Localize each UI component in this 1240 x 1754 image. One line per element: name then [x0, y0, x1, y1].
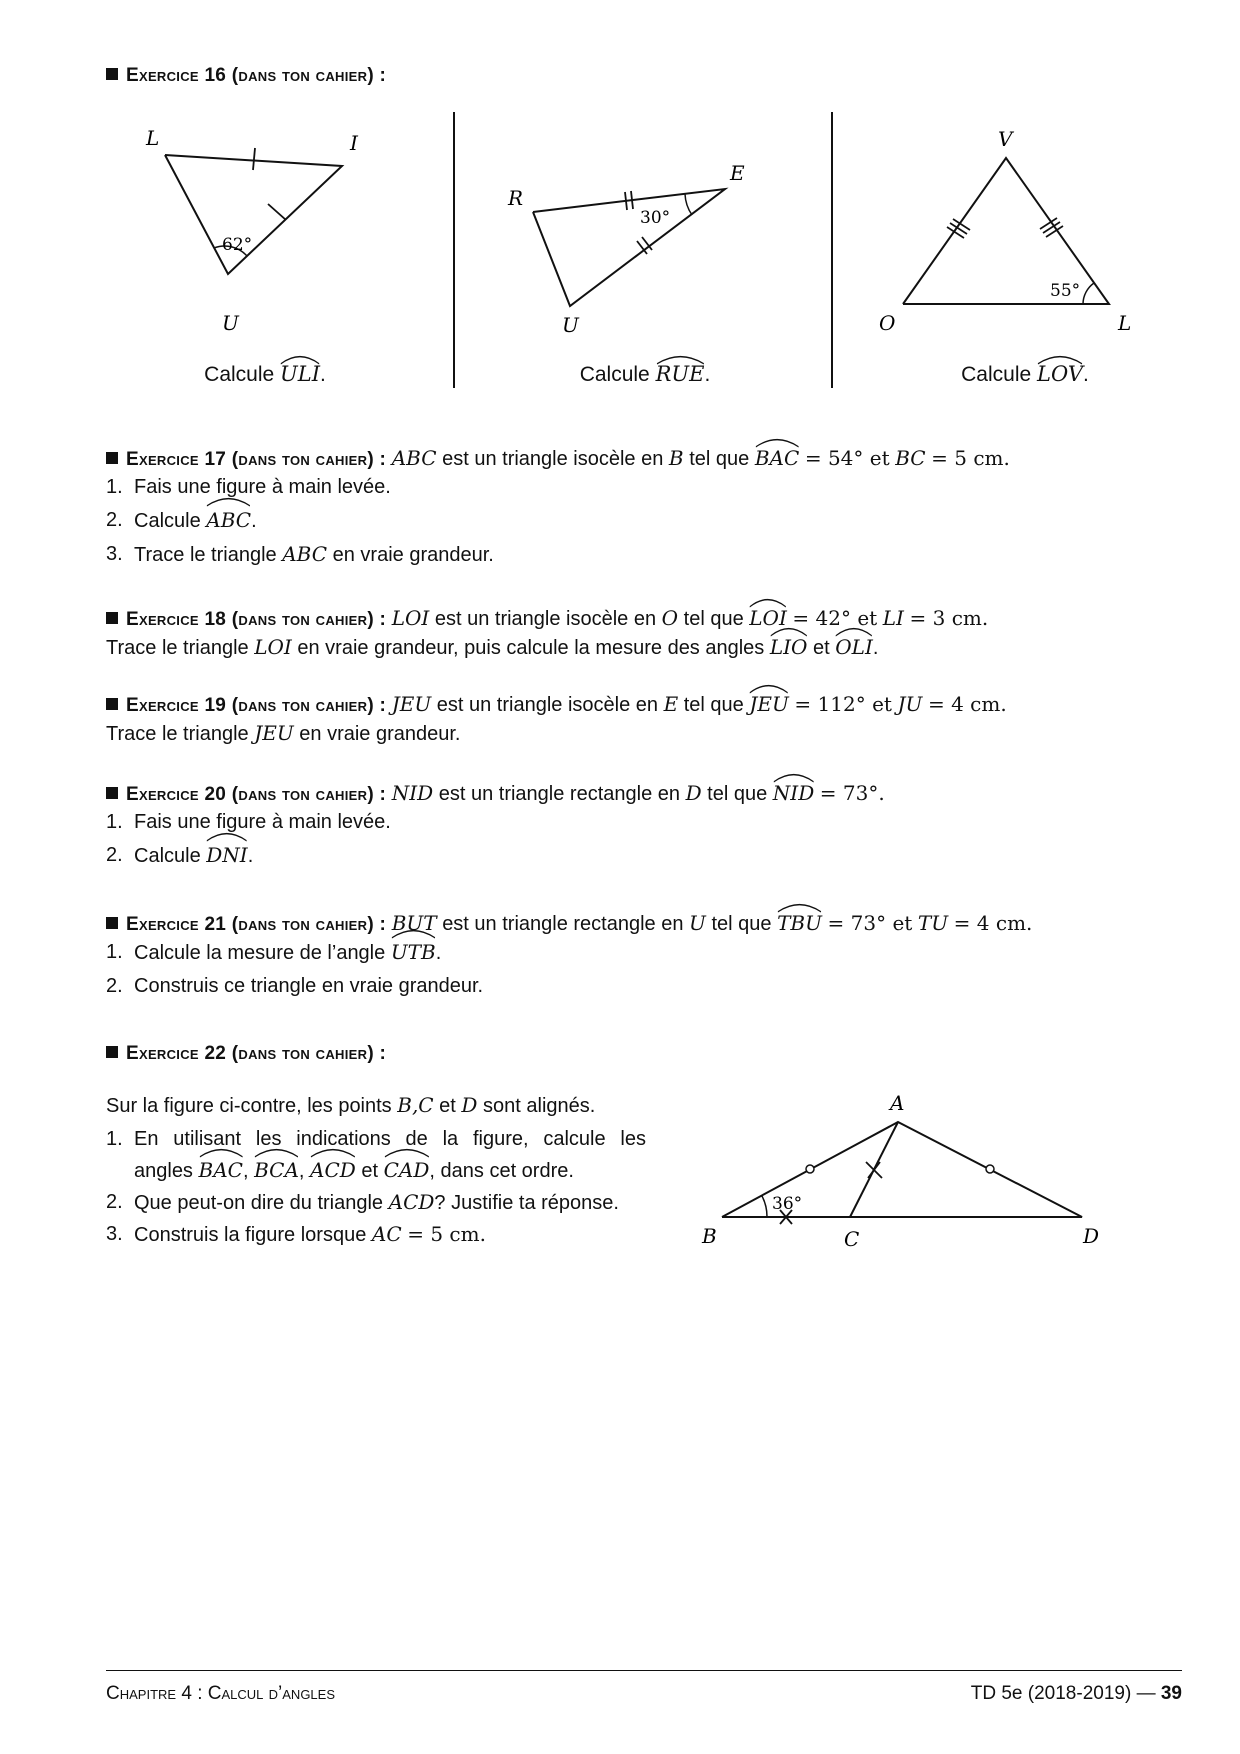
angle-ABC: ABC	[206, 504, 251, 537]
angle-UTB: UTB	[391, 936, 436, 969]
double-tick	[625, 192, 627, 210]
ex20-statement: Exercice 20 (dans ton cahier) : NID est un triangle rectangle en D tel que NID = 73°.	[106, 780, 885, 808]
ex22-questions	[106, 1124, 646, 1251]
ex22-heading-row	[106, 1040, 386, 1067]
vertex-label-C: C	[844, 1227, 860, 1251]
column-divider	[453, 112, 455, 388]
list-item: 1. Calcule la mesure de l’angle UTB.	[106, 936, 483, 970]
angle-BAC: BAC	[755, 445, 799, 471]
list-item: 1. Fais une figure à main levée.	[106, 476, 391, 498]
vertex-label-L: L	[146, 126, 160, 150]
angle-BCA: BCA	[254, 1155, 299, 1186]
circle-mark	[806, 1165, 814, 1173]
bullet-square-icon	[106, 787, 118, 799]
bullet-square-icon	[106, 1046, 118, 1058]
angle-OLI: OLI	[835, 634, 873, 660]
column-divider	[831, 112, 833, 388]
angle-DNI: DNI	[206, 839, 247, 872]
list-item: 1. En utilisant les indications de la figure, calcule les angles BAC, BCA, ACD et CAD, dans cet ordre.	[106, 1124, 646, 1187]
ex20-heading: Exercice 20 (dans ton cahier) :	[126, 784, 387, 805]
vertex-label-B: B	[702, 1224, 717, 1248]
ex19-heading: Exercice 19 (dans ton cahier) :	[126, 695, 387, 716]
vertex-label-I: I	[350, 131, 358, 155]
angle-arc	[1083, 283, 1094, 304]
angle-LIO: LIO	[770, 634, 808, 660]
ex18-heading: Exercice 18 (dans ton cahier) :	[126, 609, 387, 630]
list-item: 2. Que peut-on dire du triangle ACD? Justifie ta réponse.	[106, 1190, 619, 1214]
ex16-figure-2	[500, 150, 760, 350]
angle-TBU: TBU	[777, 910, 822, 936]
ex22-figure	[690, 1085, 1120, 1265]
vertex-label-L: L	[1118, 311, 1132, 335]
bullet-square-icon	[106, 612, 118, 624]
ex21-statement: Exercice 21 (dans ton cahier) : BUT est un triangle rectangle en U tel que TBU = 73° et TU = 4 cm.	[106, 910, 1032, 938]
page-number: 39	[1160, 1683, 1182, 1704]
angle-label: 62°	[222, 235, 253, 255]
angle-LOV: LOV	[1037, 362, 1083, 386]
bullet-square-icon	[106, 452, 118, 464]
bullet-square-icon	[106, 917, 118, 929]
list-item: 3. Trace le triangle ABC en vraie grandeur.	[106, 542, 494, 566]
ex16-figure-1	[120, 110, 380, 350]
angle-ACD: ACD	[310, 1155, 356, 1186]
list-item: 2. Calcule DNI.	[106, 839, 391, 873]
vertex-label-A: A	[890, 1091, 905, 1115]
bullet-square-icon	[106, 68, 118, 80]
list-item: 1. Fais une figure à main levée.	[106, 811, 391, 833]
angle-label: 36°	[772, 1194, 803, 1214]
vertex-label-R: R	[508, 186, 524, 210]
vertex-label-O: O	[879, 311, 896, 335]
ex16-figure-3	[870, 120, 1150, 340]
vertex-label-V: V	[998, 127, 1013, 151]
ex22-heading: Exercice 22 (dans ton cahier) :	[126, 1043, 387, 1064]
list-item: 3. Construis la figure lorsque AC = 5 cm.	[106, 1222, 486, 1246]
ex17-heading: Exercice 17 (dans ton cahier) :	[126, 449, 387, 470]
footer-right: TD 5e (2018-2019) — 39	[970, 1683, 1182, 1704]
ex16-caption-2: Calcule RUE.	[530, 362, 760, 387]
angle-NID: NID	[773, 780, 814, 806]
angle-arc	[762, 1196, 767, 1217]
angle-LOI: LOI	[749, 605, 787, 631]
ex16-heading: Exercice 16 (dans ton cahier) :	[126, 65, 387, 86]
circle-mark	[986, 1165, 994, 1173]
vertex-label-E: E	[730, 161, 745, 185]
tick-mark	[253, 148, 255, 170]
triangle-rue	[533, 189, 725, 306]
page-footer	[106, 1670, 1182, 1705]
tick-mark	[268, 204, 286, 220]
ex19-statement: Exercice 19 (dans ton cahier) : JEU est un triangle isocèle en E tel que JEU = 112° et JU = 4 cm.	[106, 691, 1007, 719]
angle-CAD: CAD	[384, 1155, 430, 1186]
vertex-label-D: D	[1083, 1224, 1100, 1248]
angle-label: 30°	[640, 208, 671, 228]
vertex-label-U: U	[562, 313, 579, 337]
ex18-line2: Trace le triangle LOI en vraie grandeur, puis calcule la mesure des angles LIO et OLI.	[106, 634, 878, 661]
angle-BAC: BAC	[199, 1155, 243, 1186]
triangle-uli	[165, 155, 342, 274]
list-item: 2. Construis ce triangle en vraie grandeur.	[106, 975, 484, 997]
ex21-questions	[106, 936, 483, 1003]
ex21-heading: Exercice 21 (dans ton cahier) :	[126, 914, 387, 935]
angle-ULI: ULI	[280, 362, 320, 386]
ex18-statement: Exercice 18 (dans ton cahier) : LOI est un triangle isocèle en O tel que LOI = 42° et LI = 3 cm.	[106, 605, 988, 633]
ex16-heading-row	[106, 62, 386, 89]
ex17-statement: Exercice 17 (dans ton cahier) : ABC est un triangle isocèle en B tel que BAC = 54° et BC = 5 cm.	[106, 445, 1010, 473]
ex16-caption-3: Calcule LOV.	[910, 362, 1140, 387]
vertex-label-U: U	[222, 311, 239, 335]
footer-chapter: Chapitre 4 : Calcul d’angles	[106, 1683, 336, 1704]
list-item: 2. Calcule ABC.	[106, 504, 494, 538]
double-tick	[631, 191, 633, 209]
angle-arc	[685, 194, 692, 215]
bullet-square-icon	[106, 698, 118, 710]
ex17-questions	[106, 471, 494, 572]
ex22-intro: Sur la figure ci-contre, les points B,C et D sont alignés.	[106, 1093, 596, 1117]
angle-JEU: JEU	[749, 691, 788, 717]
ex16-caption-1: Calcule ULI.	[150, 362, 380, 387]
angle-RUE: RUE	[656, 362, 705, 386]
cross-mark	[868, 1162, 880, 1178]
ex19-line2: Trace le triangle JEU en vraie grandeur.	[106, 721, 461, 745]
ex20-questions	[106, 806, 391, 873]
angle-label: 55°	[1050, 281, 1081, 301]
